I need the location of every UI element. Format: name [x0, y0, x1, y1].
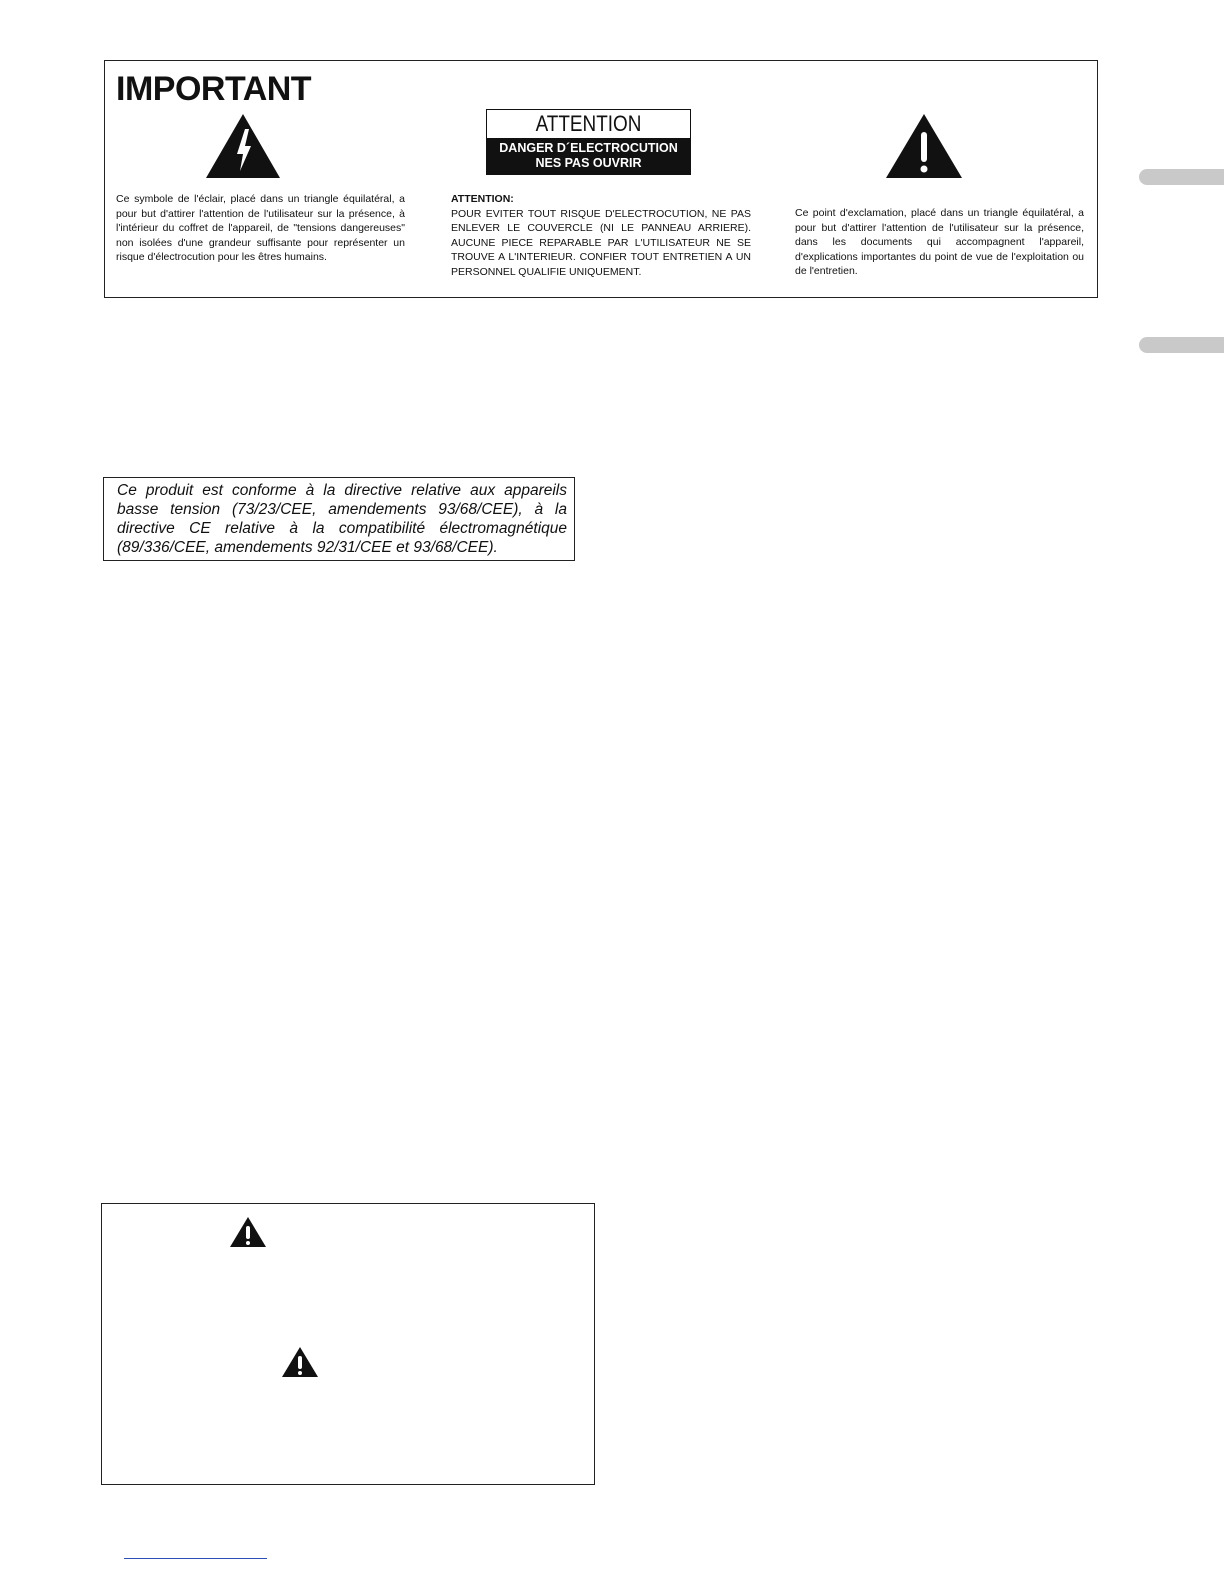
exclamation-triangle-icon	[229, 1216, 267, 1248]
ce-directive-text: Ce produit est conforme à la directive relative aux appareils basse tension (73/23/CEE, amendements 93/68/CEE), à la directive CE relative à la compatibilité électromagnétique (89/336/CEE, amendements 92/31/CEE et 93/68/CEE).	[117, 482, 567, 556]
attention-label-heading: ATTENTION	[535, 111, 642, 136]
lightning-symbol-explanation: Ce symbole de l'éclair, placé dans un triangle équilatéral, a pour but d'attirer l'attention de l'utilisateur sur la présence, à l'intérieur du coffret de l'appareil, de "tensions dangereuses" non isolées d'une grandeur suffisante pour représenter un risque d'électrocution pour les êtres humains.	[116, 193, 405, 263]
footer-rule	[124, 1558, 267, 1559]
ce-directive-box	[103, 477, 575, 561]
important-safety-box	[104, 60, 1098, 298]
attention-label-line2: NES PAS OUVRIR	[535, 155, 642, 170]
important-title: IMPORTANT	[116, 70, 312, 108]
exclamation-triangle-icon	[885, 113, 963, 179]
lightning-triangle-icon	[205, 113, 281, 179]
attention-label-body	[487, 138, 690, 174]
attention-notice	[451, 192, 751, 279]
attention-notice-heading: ATTENTION:	[451, 193, 514, 205]
attention-notice-text: POUR EVITER TOUT RISQUE D'ELECTROCUTION, NE PAS ENLEVER LE COUVERCLE (NI LE PANNEAU ARRIERE). AUCUNE PIECE REPARABLE PAR L'UTILISATEUR NE SE TROUVE A L'INTERIEUR. CONFIER TOUT ENTRETIEN A UN PERSONNEL QUALIFIE UNIQUEMENT.	[451, 207, 751, 278]
exclamation-triangle-icon	[281, 1346, 319, 1378]
attention-warning-label	[486, 109, 691, 175]
language-tab-marker	[1139, 169, 1224, 185]
exclamation-symbol-explanation: Ce point d'exclamation, placé dans un triangle équilatéral, a pour but d'attirer l'attention de l'utilisateur sur la présence, dans les documents qui accompagnent l'appareil, d'explications importantes du point de vue de l'exploitation ou de l'entretien.	[795, 207, 1084, 277]
warning-box	[101, 1203, 595, 1485]
attention-label-line1: DANGER D´ELECTROCUTION	[499, 141, 678, 155]
section-tab-marker	[1139, 337, 1224, 353]
